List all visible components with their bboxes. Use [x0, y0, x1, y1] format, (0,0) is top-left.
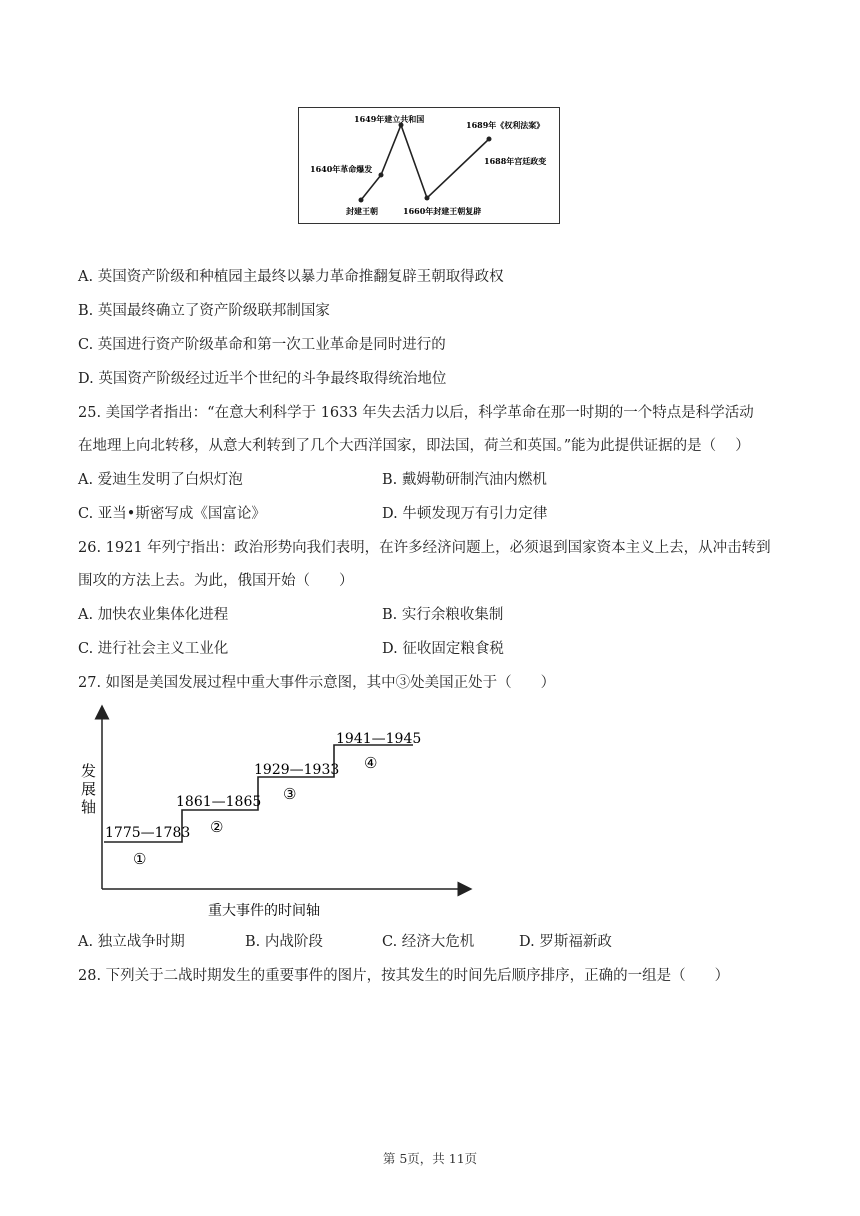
- q24-option-a: A. 英国资产阶级和种植园主最终以暴力革命推翻复辟王朝取得政权: [78, 269, 504, 285]
- timeline-line: [361, 125, 489, 200]
- q27-stem: 27. 如图是美国发展过程中重大事件示意图，其中③处美国正处于（ ）: [78, 675, 556, 691]
- label-restoration: 1660年封建王朝复辟: [403, 206, 482, 216]
- label-commonwealth: 1649年建立共和国: [354, 114, 425, 124]
- x-axis-label: 重大事件的时间轴: [208, 903, 320, 919]
- england-revolution-figure: [298, 107, 560, 224]
- q25-stem-line1: 25. 美国学者指出：“在意大利科学于 1633 年失去活力以后，科学革命在那一时期的一个特点是科学活动: [78, 405, 754, 421]
- england-revolution-diagram: [299, 108, 558, 222]
- q25-option-d: D. 牛顿发现万有引力定律: [382, 506, 548, 522]
- q27-option-d: D. 罗斯福新政: [519, 934, 612, 950]
- q26-option-a: A. 加快农业集体化进程: [78, 607, 229, 623]
- q27-option-c: C. 经济大危机: [382, 934, 475, 950]
- q26-option-b: B. 实行余粮收集制: [382, 607, 504, 623]
- point-revolution: [379, 173, 384, 178]
- q25-option-c: C. 亚当•斯密写成《国富论》: [78, 506, 266, 522]
- label-bill: 1689年《权利法案》: [466, 120, 545, 130]
- q26-stem-line2: 围攻的方法上去。为此，俄国开始（ ）: [78, 573, 354, 589]
- us-development-diagram: [78, 702, 478, 924]
- point-restoration: [425, 196, 430, 201]
- step2-marker: ②: [210, 818, 224, 836]
- y-axis-label-3: 轴: [81, 798, 97, 816]
- q25-option-a: A. 爱迪生发明了白炽灯泡: [78, 472, 243, 488]
- point-feudal: [359, 198, 364, 203]
- q24-option-d: D. 英国资产阶级经过近半个世纪的斗争最终取得统治地位: [78, 371, 447, 387]
- step1-period: 1775—1783: [105, 825, 191, 841]
- q26-option-d: D. 征收固定粮食税: [382, 641, 504, 657]
- label-glorious: 1688年宫廷政变: [484, 156, 547, 166]
- step4-period: 1941—1945: [336, 731, 422, 747]
- us-development-figure: [78, 702, 478, 924]
- q24-option-b: B. 英国最终确立了资产阶级联邦制国家: [78, 303, 330, 319]
- y-axis-label-2: 展: [81, 780, 97, 798]
- point-bill: [487, 137, 492, 142]
- y-axis-label-1: 发: [81, 762, 97, 780]
- q27-option-a: A. 独立战争时期: [78, 934, 185, 950]
- step3-marker: ③: [283, 785, 297, 803]
- q25-stem-line2: 在地理上向北转移，从意大利转到了几个大西洋国家，即法国，荷兰和英国。”能为此提供证据的是（ ）: [78, 438, 750, 454]
- q27-option-b: B. 内战阶段: [245, 934, 323, 950]
- q26-stem-line1: 26. 1921 年列宁指出：政治形势向我们表明，在许多经济问题上，必须退到国家资本主义上去，从冲击转到: [78, 540, 771, 556]
- q24-option-c: C. 英国进行资产阶级革命和第一次工业革命是同时进行的: [78, 337, 446, 353]
- page-footer: 第 5页，共 11页: [382, 1151, 478, 1166]
- step3-period: 1929—1933: [254, 762, 340, 778]
- q25-option-b: B. 戴姆勒研制汽油内燃机: [382, 472, 547, 488]
- step2-period: 1861—1865: [176, 794, 262, 810]
- step4-marker: ④: [364, 754, 378, 772]
- step1-marker: ①: [133, 850, 147, 868]
- q26-option-c: C. 进行社会主义工业化: [78, 641, 229, 657]
- label-revolution: 1640年革命爆发: [310, 164, 373, 174]
- label-feudal: 封建王朝: [346, 206, 378, 216]
- q28-stem: 28. 下列关于二战时期发生的重要事件的图片，按其发生的时间先后顺序排序，正确的一组是（ ）: [78, 968, 730, 984]
